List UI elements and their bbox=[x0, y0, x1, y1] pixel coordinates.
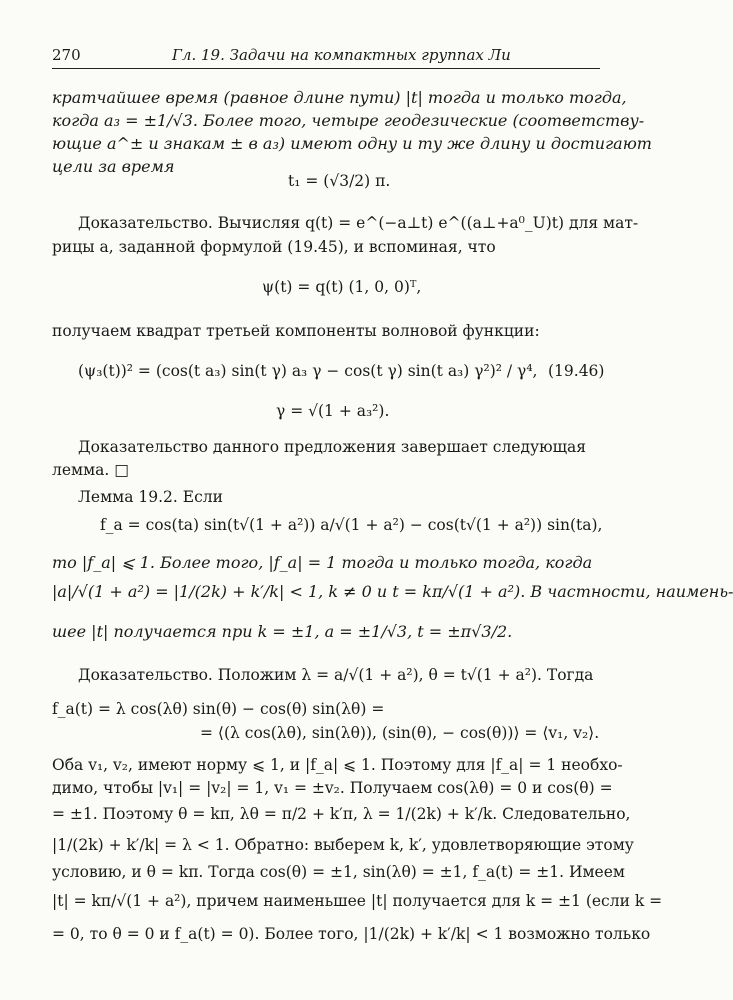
text-line: цели за время bbox=[52, 157, 175, 176]
text-line: ющие a^± и знакам ± в a₃) имеют одну и ту же длину и достигают bbox=[52, 134, 652, 153]
text-line: рицы a, заданной формулой (19.45), и вспоминая, что bbox=[52, 238, 496, 256]
page-number: 270 bbox=[52, 46, 81, 64]
text-line: то |f_a| ⩽ 1. Более того, |f_a| = 1 тогда и только тогда, когда bbox=[52, 553, 593, 572]
text-line: условию, и θ = kπ. Тогда cos(θ) = ±1, sin(λθ) = ±1, f_a(t) = ±1. Имеем bbox=[52, 863, 625, 881]
text-line: Доказательство. Положим λ = a/√(1 + a²), θ = t√(1 + a²). Тогда bbox=[78, 666, 594, 684]
text-line: получаем квадрат третьей компоненты волновой функции: bbox=[52, 322, 540, 340]
text-line: = 0, то θ = 0 и f_a(t) = 0). Более того, |1/(2k) + k′/k| < 1 возможно только bbox=[52, 925, 651, 943]
text-line: = ⟨(λ cos(λθ), sin(λθ)), (sin(θ), − cos(θ))⟩ = ⟨v₁, v₂⟩. bbox=[200, 724, 600, 742]
text-line: Оба v₁, v₂, имеют норму ⩽ 1, и |f_a| ⩽ 1. Поэтому для |f_a| = 1 необхо- bbox=[52, 756, 623, 774]
text-line: Лемма 19.2. Если bbox=[78, 488, 223, 506]
text-line: = ±1. Поэтому θ = kπ, λθ = π/2 + k′π, λ = 1/(2k) + k′/k. Следовательно, bbox=[52, 805, 631, 823]
text-line: Доказательство. Вычисляя q(t) = e^(−a⊥t) e^((a⊥+a⁰_U)t) для мат- bbox=[78, 214, 639, 232]
text-line: кратчайшее время (равное длине пути) |t| тогда и только тогда, bbox=[52, 88, 627, 107]
equation-number: (19.46) bbox=[548, 362, 605, 380]
text-line: f_a(t) = λ cos(λθ) sin(θ) − cos(θ) sin(λθ) = bbox=[52, 700, 385, 718]
text-line: шее |t| получается при k = ±1, a = ±1/√3, t = ±π√3/2. bbox=[52, 622, 513, 641]
text-line: γ = √(1 + a₃²). bbox=[276, 402, 390, 420]
header-rule bbox=[52, 68, 600, 69]
text-line: димо, чтобы |v₁| = |v₂| = 1, v₁ = ±v₂. Получаем cos(λθ) = 0 и cos(θ) = bbox=[52, 779, 613, 797]
text-line: |1/(2k) + k′/k| = λ < 1. Обратно: выберем k, k′, удовлетворяющие этому bbox=[52, 836, 634, 854]
running-title: Гл. 19. Задачи на компактных группах Ли bbox=[172, 46, 511, 64]
text-line: f_a = cos(ta) sin(t√(1 + a²)) a/√(1 + a²) − cos(t√(1 + a²)) sin(ta), bbox=[100, 516, 603, 534]
text-line: |a|/√(1 + a²) = |1/(2k) + k′/k| < 1, k ≠ 0 и t = kπ/√(1 + a²). В частности, наимень- bbox=[52, 582, 733, 601]
text-line: когда a₃ = ±1/√3. Более того, четыре геодезические (соответству- bbox=[52, 111, 645, 130]
text-line: t₁ = (√3/2) π. bbox=[288, 172, 391, 190]
text-line: (ψ₃(t))² = (cos(t a₃) sin(t γ) a₃ γ − cos(t γ) sin(t a₃) γ²)² / γ⁴, bbox=[78, 362, 538, 380]
text-line: ψ(t) = q(t) (1, 0, 0)ᵀ, bbox=[262, 278, 422, 296]
text-line: лемма. □ bbox=[52, 461, 129, 479]
text-line: |t| = kπ/√(1 + a²), причем наименьшее |t| получается для k = ±1 (если k = bbox=[52, 892, 663, 910]
text-line: Доказательство данного предложения завершает следующая bbox=[78, 438, 587, 456]
